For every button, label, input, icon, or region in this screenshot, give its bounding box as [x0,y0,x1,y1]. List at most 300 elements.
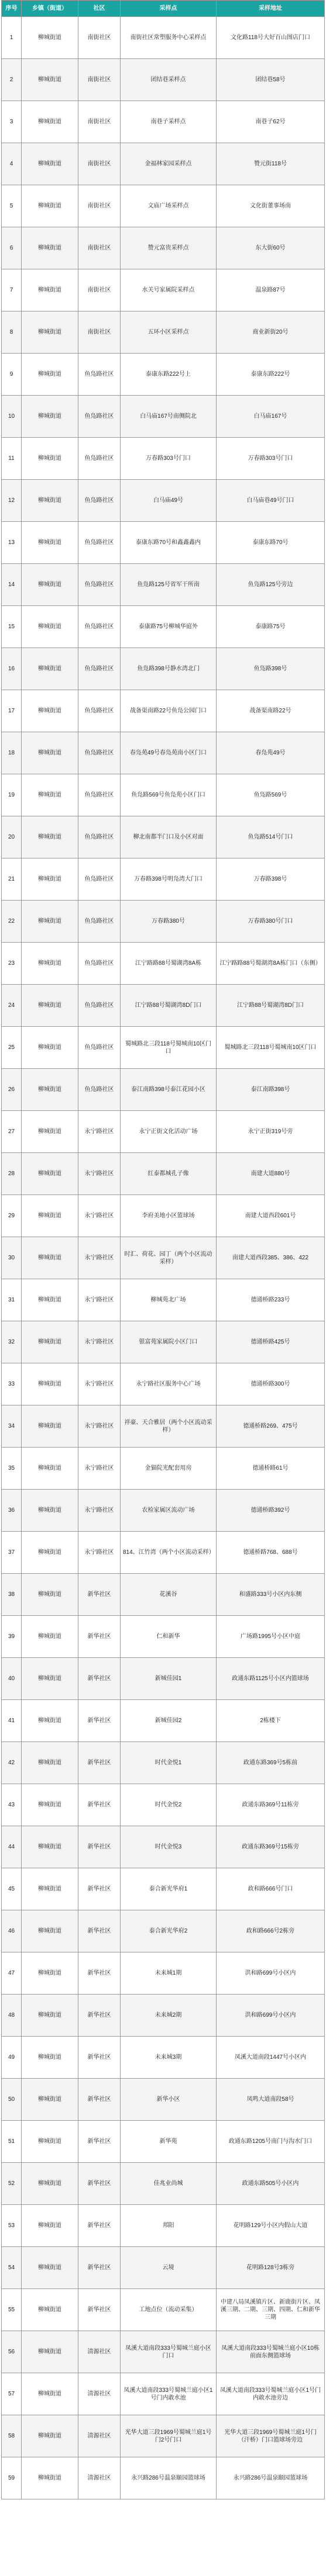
cell-town: 柳城街道 [22,1995,78,2037]
cell-community: 新华社区 [78,2205,121,2247]
cell-town: 柳城街道 [22,1279,78,1321]
cell-index: 57 [2,2373,22,2415]
cell-site: 白马庙49号 [121,480,217,522]
table-row [2,1153,325,1195]
table-row [2,1237,325,1279]
cell-town: 柳城街道 [22,438,78,480]
table-row [2,1784,325,1826]
cell-address: 永宁正街319号旁 [217,1111,325,1153]
cell-town: 柳城街道 [22,1658,78,1700]
cell-address: 团结巷58号 [217,59,325,101]
cell-index: 32 [2,1321,22,1363]
cell-index: 29 [2,1195,22,1237]
cell-address: 鱼凫路125号旁边 [217,564,325,606]
cell-community: 鱼凫路社区 [78,480,121,522]
cell-community: 永宁路社区 [78,1490,121,1532]
cell-community: 永宁路社区 [78,1279,121,1321]
cell-town: 柳城街道 [22,480,78,522]
table-row [2,2079,325,2121]
cell-community: 新华社区 [78,1658,121,1700]
cell-address: 2栋楼下 [217,1700,325,1742]
cell-town: 柳城街道 [22,1826,78,1868]
cell-address: 江宁路路88号蜀湖湾8A栋门口（东侧） [217,943,325,985]
cell-town: 柳城街道 [22,985,78,1027]
cell-site: 时代金悦2 [121,1784,217,1826]
table-row [2,522,325,564]
table-row [2,2121,325,2163]
cell-address: 德通桥路768、688号 [217,1532,325,1574]
cell-address: 南建大道西段385、386、422 [217,1237,325,1279]
cell-community: 南街社区 [78,227,121,269]
cell-community: 南街社区 [78,143,121,185]
cell-town: 柳城街道 [22,1532,78,1574]
cell-town: 柳城街道 [22,1868,78,1910]
cell-site: 云境 [121,2247,217,2289]
cell-index: 16 [2,648,22,690]
cell-community: 新华社区 [78,2079,121,2121]
cell-index: 11 [2,438,22,480]
cell-town: 柳城街道 [22,2163,78,2205]
table-row [2,943,325,985]
cell-index: 37 [2,1532,22,1574]
cell-community: 永宁路社区 [78,1532,121,1574]
table-row [2,1910,325,1952]
cell-site: 万春路303号门口 [121,438,217,480]
cell-site: 鱼凫路569号鱼凫苑小区门口 [121,774,217,816]
cell-address: 赞元街118号 [217,143,325,185]
cell-site: 泰康东路70号和鑫鑫鑫内 [121,522,217,564]
cell-index: 15 [2,606,22,648]
cell-site: 永宁路社区服务中心广场 [121,1363,217,1405]
cell-address: 南建大道880号 [217,1153,325,1195]
cell-address: 泰康东路222号 [217,354,325,396]
cell-index: 46 [2,1910,22,1952]
cell-site: 永兴路286号温泉颐园篮球场 [121,2457,217,2499]
cell-index: 45 [2,1868,22,1910]
cell-site: 永宁正街文化活动广场 [121,1111,217,1153]
cell-town: 柳城街道 [22,774,78,816]
cell-site: 佳兆业尚城 [121,2163,217,2205]
cell-community: 鱼凫路社区 [78,438,121,480]
cell-site: 南巷子采样点 [121,101,217,143]
cell-index: 48 [2,1995,22,2037]
cell-community: 新华社区 [78,2121,121,2163]
cell-address: 泰康路75号 [217,606,325,648]
cell-index: 54 [2,2247,22,2289]
cell-community: 清源社区 [78,2373,121,2415]
cell-site: 邦阳 [121,2205,217,2247]
cell-community: 新华社区 [78,1952,121,1995]
cell-town: 柳城街道 [22,2205,78,2247]
cell-site: 工地点位（流动采集） [121,2289,217,2331]
table-row [2,2037,325,2079]
cell-site: 赞元富贵采样点 [121,227,217,269]
cell-site: 新城佳园1 [121,1658,217,1700]
table-row [2,1574,325,1616]
cell-address: 万春路398号 [217,858,325,901]
column-header-site: 采样点 [121,1,217,17]
cell-community: 永宁路社区 [78,1405,121,1448]
cell-community: 鱼凫路社区 [78,606,121,648]
cell-site: 时代金悦3 [121,1826,217,1868]
cell-site: 江宁路88号蜀湖湾8D门口 [121,985,217,1027]
cell-town: 柳城街道 [22,2037,78,2079]
cell-town: 柳城街道 [22,2289,78,2331]
cell-address: 花明路129号小区内假山大道 [217,2205,325,2247]
cell-address: 蜀城路北三段118号蜀城南10区门口 [217,1027,325,1069]
cell-town: 柳城街道 [22,1027,78,1069]
cell-community: 鱼凫路社区 [78,943,121,985]
cell-index: 35 [2,1448,22,1490]
cell-address: 春凫苑49号 [217,732,325,774]
cell-town: 柳城街道 [22,648,78,690]
table-row [2,985,325,1027]
table-row [2,1826,325,1868]
cell-index: 5 [2,185,22,227]
cell-index: 49 [2,2037,22,2079]
table-row [2,1700,325,1742]
cell-index: 38 [2,1574,22,1616]
table-row [2,2373,325,2415]
table-row [2,1658,325,1700]
cell-community: 新华社区 [78,1826,121,1868]
cell-address: 光华大道三段1969号蜀城兰庭1号门（汗桥）门口篮球场旁边 [217,2415,325,2457]
table-row [2,1111,325,1153]
cell-community: 新华社区 [78,1574,121,1616]
cell-town: 柳城街道 [22,2079,78,2121]
cell-address: 政通东路369号15栋旁 [217,1826,325,1868]
cell-site: 未来城2期 [121,1995,217,2037]
cell-index: 12 [2,480,22,522]
table-row [2,2163,325,2205]
cell-town: 柳城街道 [22,943,78,985]
cell-site: 泰合新光华府1 [121,1868,217,1910]
cell-index: 14 [2,564,22,606]
cell-town: 柳城街道 [22,901,78,943]
cell-community: 新华社区 [78,2163,121,2205]
cell-site: 李府美地小区篮球场 [121,1195,217,1237]
cell-index: 24 [2,985,22,1027]
cell-site: 鱼凫路125号省军干所南 [121,564,217,606]
table-row [2,1868,325,1910]
cell-community: 新华社区 [78,1910,121,1952]
cell-community: 南街社区 [78,185,121,227]
cell-site: 五环小区采样点 [121,311,217,354]
table-row [2,816,325,858]
cell-address: 凤溪大道南段333号蜀城兰庭小区10栋前面东侧篮球场 [217,2331,325,2373]
cell-community: 新华社区 [78,2289,121,2331]
table-row [2,396,325,438]
cell-community: 新华社区 [78,1616,121,1658]
cell-index: 31 [2,1279,22,1321]
cell-address: 政通东路369号5栋前 [217,1742,325,1784]
cell-index: 2 [2,59,22,101]
cell-address: 洪和路699号小区内 [217,1995,325,2037]
table-row [2,1952,325,1995]
cell-address: 凤鸣大道南段58号 [217,2079,325,2121]
cell-address: 政通东路369号11栋旁 [217,1784,325,1826]
table-row [2,1995,325,2037]
sampling-sites-table [1,0,325,2499]
cell-index: 3 [2,101,22,143]
cell-community: 鱼凫路社区 [78,732,121,774]
table-row [2,564,325,606]
cell-town: 柳城街道 [22,2415,78,2457]
cell-index: 1 [2,17,22,59]
cell-town: 柳城街道 [22,1069,78,1111]
table-row [2,2205,325,2247]
cell-town: 柳城街道 [22,1784,78,1826]
cell-index: 40 [2,1658,22,1700]
table-row [2,143,325,185]
cell-community: 南街社区 [78,17,121,59]
cell-site: 万春路398号明凫湾大门口 [121,858,217,901]
cell-community: 永宁路社区 [78,1111,121,1153]
cell-community: 鱼凫路社区 [78,522,121,564]
cell-town: 柳城街道 [22,690,78,732]
cell-address: 白马庙巷49号门口 [217,480,325,522]
cell-site: 水关号家属院采样点 [121,269,217,311]
table-row [2,311,325,354]
cell-town: 柳城街道 [22,17,78,59]
table-row [2,606,325,648]
cell-index: 4 [2,143,22,185]
cell-index: 8 [2,311,22,354]
cell-address: 万春路303号门口 [217,438,325,480]
cell-index: 21 [2,858,22,901]
cell-town: 柳城街道 [22,143,78,185]
cell-index: 39 [2,1616,22,1658]
cell-index: 23 [2,943,22,985]
cell-index: 6 [2,227,22,269]
cell-address: 永兴路286号温泉颐园篮球场 [217,2457,325,2499]
cell-site: 南街社区常塑服务中心采样点 [121,17,217,59]
cell-site: 白马庙167号南侧院北 [121,396,217,438]
cell-index: 51 [2,2121,22,2163]
cell-address: 政和路666号2栋旁 [217,1910,325,1952]
cell-community: 南街社区 [78,269,121,311]
table-body [2,17,325,2499]
cell-address: 文化街董事场南 [217,185,325,227]
cell-town: 柳城街道 [22,1321,78,1363]
cell-site: 未来城1期 [121,1952,217,1995]
cell-town: 柳城街道 [22,269,78,311]
cell-community: 永宁路社区 [78,1448,121,1490]
cell-address: 南建大道西段601号 [217,1195,325,1237]
table-row [2,438,325,480]
cell-address: 东大街60号 [217,227,325,269]
cell-town: 柳城街道 [22,564,78,606]
table-row [2,858,325,901]
cell-site: 农检家属区流动广场 [121,1490,217,1532]
cell-index: 55 [2,2289,22,2331]
table-row [2,1027,325,1069]
cell-address: 战备渠南路22号 [217,690,325,732]
table-row [2,1279,325,1321]
cell-site: 时代金悦1 [121,1742,217,1784]
cell-index: 13 [2,522,22,564]
cell-town: 柳城街道 [22,2331,78,2373]
cell-address: 白马庙167号 [217,396,325,438]
cell-town: 柳城街道 [22,1111,78,1153]
cell-index: 26 [2,1069,22,1111]
table-row [2,101,325,143]
cell-town: 柳城街道 [22,311,78,354]
table-row [2,2457,325,2499]
cell-town: 柳城街道 [22,1363,78,1405]
table-row [2,59,325,101]
cell-site: 祥豪、天合雅居（两个小区流动采样） [121,1405,217,1448]
cell-community: 鱼凫路社区 [78,1027,121,1069]
cell-community: 鱼凫路社区 [78,354,121,396]
table-row [2,774,325,816]
cell-town: 柳城街道 [22,1952,78,1995]
cell-address: 花明路128号3栋旁 [217,2247,325,2289]
cell-site: 新华苑 [121,2121,217,2163]
cell-site: 春凫苑49号春凫苑南小区门口 [121,732,217,774]
table-row [2,690,325,732]
cell-community: 永宁路社区 [78,1363,121,1405]
cell-address: 洪和路699号小区内 [217,1952,325,1995]
cell-community: 新华社区 [78,1868,121,1910]
cell-town: 柳城街道 [22,354,78,396]
cell-town: 柳城街道 [22,1405,78,1448]
cell-index: 22 [2,901,22,943]
cell-index: 30 [2,1237,22,1279]
cell-address: 德通桥路61号 [217,1448,325,1490]
cell-town: 柳城街道 [22,858,78,901]
cell-site: 万春路380号 [121,901,217,943]
cell-site: 红泰都城孔子像 [121,1153,217,1195]
cell-community: 鱼凫路社区 [78,690,121,732]
cell-town: 柳城街道 [22,732,78,774]
column-header-address: 采样地址 [217,1,325,17]
cell-site: 金猫院光配套用房 [121,1448,217,1490]
cell-index: 59 [2,2457,22,2499]
cell-community: 鱼凫路社区 [78,774,121,816]
cell-town: 柳城街道 [22,606,78,648]
sampling-sites-table-container [1,0,324,2499]
cell-community: 南街社区 [78,311,121,354]
cell-address: 德通桥路392号 [217,1490,325,1532]
table-row [2,1448,325,1490]
cell-index: 25 [2,1027,22,1069]
cell-site: 光华大道三段1969号蜀城兰庭1号门2号门口 [121,2415,217,2457]
cell-town: 柳城街道 [22,1490,78,1532]
cell-community: 永宁路社区 [78,1237,121,1279]
table-row [2,1405,325,1448]
cell-town: 柳城街道 [22,2121,78,2163]
cell-site: 花溪谷 [121,1574,217,1616]
cell-town: 柳城街道 [22,185,78,227]
cell-site: 凤溪大道南段333号蜀城兰庭小区门口 [121,2331,217,2373]
cell-address: 凤溪大道南段1447号小区内 [217,2037,325,2079]
cell-address: 鱼凫路398号 [217,648,325,690]
cell-site: 时汇、荷花、园丁（两个小区流动采样） [121,1237,217,1279]
cell-index: 56 [2,2331,22,2373]
column-header-index: 序号 [2,1,22,17]
table-row [2,2289,325,2331]
cell-site: 凤溪大道南段333号蜀城兰庭小区1号门内敢水池 [121,2373,217,2415]
cell-town: 柳城街道 [22,816,78,858]
cell-town: 柳城街道 [22,1700,78,1742]
cell-site: 战备渠南路22号鱼凫公园门口 [121,690,217,732]
cell-address: 泰江南路398号 [217,1069,325,1111]
cell-community: 清源社区 [78,2415,121,2457]
cell-town: 柳城街道 [22,101,78,143]
table-row [2,269,325,311]
cell-index: 27 [2,1111,22,1153]
cell-address: 德通桥路233号 [217,1279,325,1321]
table-row [2,2331,325,2373]
cell-address: 凤溪大道南段333号蜀城兰庭小区1号门内敢水池旁边 [217,2373,325,2415]
cell-address: 中建八局凤溪镇片区、新鹿街片区、凤溪三期、二期、三期、四期、仁和新华三期 [217,2289,325,2331]
column-header-town: 乡镇（街道） [22,1,78,17]
cell-index: 9 [2,354,22,396]
table-row [2,185,325,227]
cell-address: 政通东路505号小区内 [217,2163,325,2205]
table-row [2,732,325,774]
cell-site: 泰江南路398号泰江花园小区 [121,1069,217,1111]
cell-index: 17 [2,690,22,732]
cell-index: 28 [2,1153,22,1195]
cell-site: 柳城苑北广场 [121,1279,217,1321]
cell-town: 柳城街道 [22,1448,78,1490]
cell-address: 和盛路333号小区内东侧 [217,1574,325,1616]
cell-index: 58 [2,2415,22,2457]
cell-town: 柳城街道 [22,1910,78,1952]
table-row [2,1321,325,1363]
cell-site: 银富苑家属院小区门口 [121,1321,217,1363]
cell-index: 44 [2,1826,22,1868]
table-row [2,354,325,396]
table-row [2,1742,325,1784]
cell-index: 19 [2,774,22,816]
cell-index: 53 [2,2205,22,2247]
cell-town: 柳城街道 [22,59,78,101]
cell-site: 金福林家园采样点 [121,143,217,185]
cell-address: 德通桥路300号 [217,1363,325,1405]
cell-address: 德通桥路269、475号 [217,1405,325,1448]
cell-site: 814、江竹湾（两个小区流动采样） [121,1532,217,1574]
table-row [2,1616,325,1658]
cell-community: 鱼凫路社区 [78,648,121,690]
cell-town: 柳城街道 [22,1153,78,1195]
cell-address: 鱼凫路514号门口 [217,816,325,858]
cell-address: 政和路666号门口 [217,1868,325,1910]
cell-town: 柳城街道 [22,2457,78,2499]
cell-index: 43 [2,1784,22,1826]
cell-site: 泰康路75号柳城华庭外 [121,606,217,648]
table-row [2,1363,325,1405]
cell-index: 10 [2,396,22,438]
cell-site: 蜀城路北三段118号蜀城南10区门口 [121,1027,217,1069]
table-row [2,1069,325,1111]
cell-town: 柳城街道 [22,227,78,269]
cell-community: 新华社区 [78,1784,121,1826]
table-header-row [2,1,325,17]
cell-town: 柳城街道 [22,522,78,564]
cell-community: 永宁路社区 [78,1321,121,1363]
table-row [2,648,325,690]
cell-address: 万春路380号门口 [217,901,325,943]
cell-site: 新华小区 [121,2079,217,2121]
cell-town: 柳城街道 [22,396,78,438]
cell-address: 温泉路87号 [217,269,325,311]
cell-site: 仁和新华 [121,1616,217,1658]
table-row [2,1532,325,1574]
cell-index: 42 [2,1742,22,1784]
